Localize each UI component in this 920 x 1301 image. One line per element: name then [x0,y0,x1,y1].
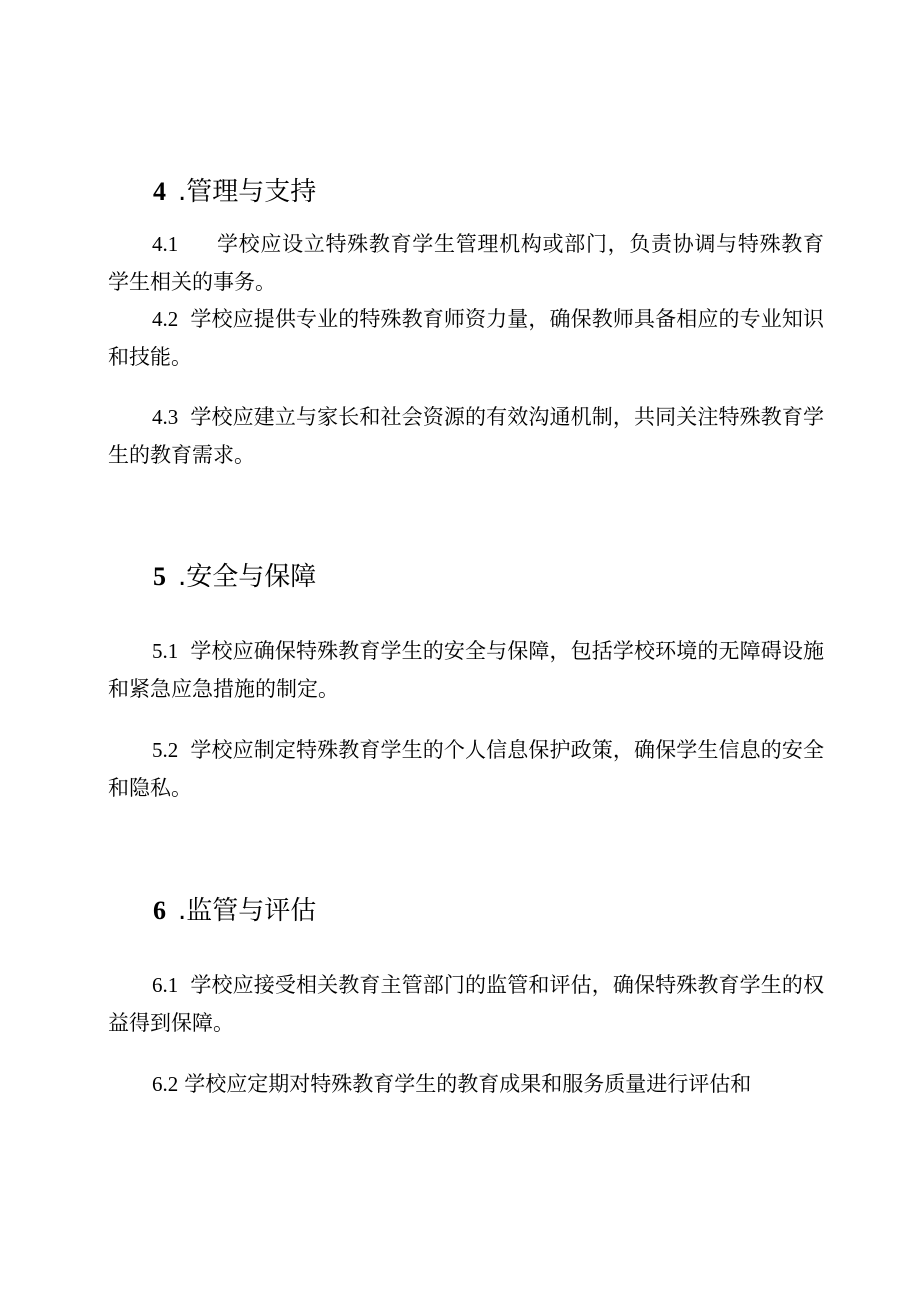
section-title: .管理与支持 [178,177,317,207]
section-number: 4 [153,177,166,206]
clause-number: 6.2 [152,1072,179,1096]
clause-text: 学校应设立特殊教育学生管理机构或部门，负责协调与特殊教育学生相关的事务。 [108,232,824,294]
clause-number: 5.2 [152,738,179,762]
clause-text: 学校应提供专业的特殊教育师资力量，确保教师具备相应的专业知识和技能。 [108,307,824,369]
clause-text: 学校应接受相关教育主管部门的监管和评估，确保特殊教育学生的权益得到保障。 [108,973,824,1035]
section-title: .安全与保障 [178,562,317,592]
clause-text: 学校应建立与家长和社会资源的有效沟通机制，共同关注特殊教育学生的教育需求。 [108,405,824,467]
clause-6-2 [108,1065,824,1103]
section-heading-6 [153,896,316,926]
clause-5-2 [108,731,824,807]
section-title: .监管与评估 [178,896,317,926]
clause-number: 5.1 [152,639,179,663]
section-heading-5 [153,562,316,592]
clause-4-1 [108,225,824,301]
clause-number: 4.1 [152,232,179,256]
clause-4-2 [108,300,824,376]
clause-5-1 [108,632,824,708]
section-number: 5 [153,562,166,591]
clause-text: 学校应确保特殊教育学生的安全与保障，包括学校环境的无障碍设施和紧急应急措施的制定。 [108,639,824,701]
clause-4-3 [108,398,824,474]
clause-number: 4.2 [152,307,179,331]
clause-6-1 [108,966,824,1042]
clause-number: 4.3 [152,405,179,429]
clause-text: 学校应制定特殊教育学生的个人信息保护政策，确保学生信息的安全和隐私。 [108,738,824,800]
section-number: 6 [153,896,166,925]
clause-text: 学校应定期对特殊教育学生的教育成果和服务质量进行评估和 [184,1072,752,1096]
clause-number: 6.1 [152,973,179,997]
section-heading-4 [153,177,316,207]
